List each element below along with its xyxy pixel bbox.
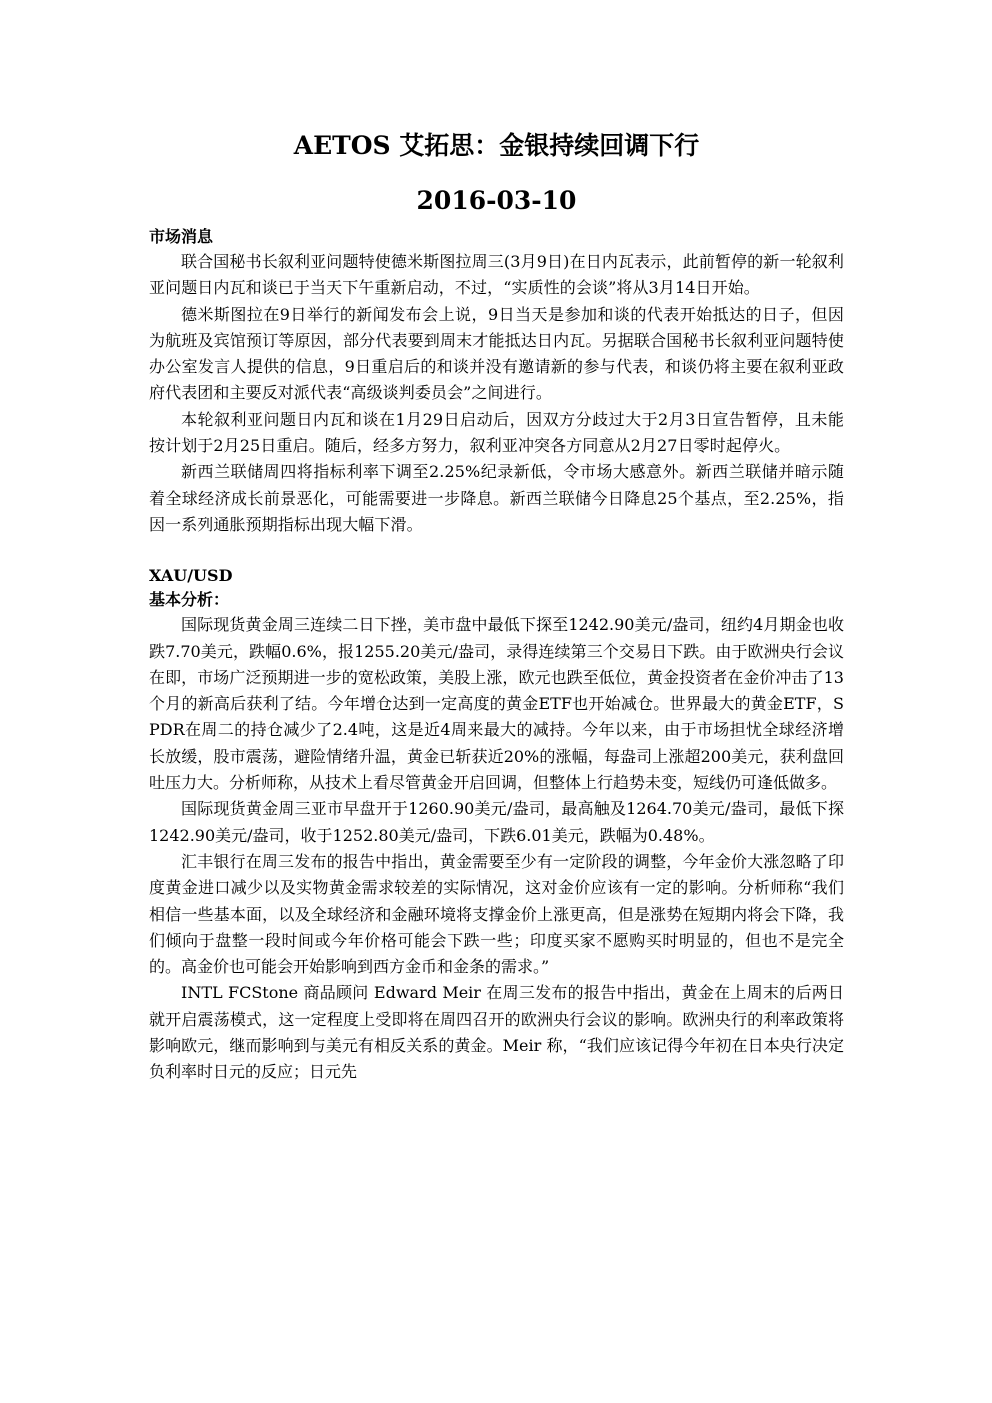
paragraph: 德米斯图拉在9日举行的新闻发布会上说，9日当天是参加和谈的代表开始抵达的日子，但因为航班及宾馆预订等原因，部分代表要到周末才能抵达日内瓦。另据联合国秘书长叙利亚问题特使办公室发言人提供的信息，9日重启后的和谈并没有邀请新的参与代表，和谈仍将主要在叙利亚政府代表团和主要反对派代表“高级谈判委员会”之间进行。 (149, 304, 844, 403)
document-title: AETOS 艾拓思：金银持续回调下行 (293, 131, 700, 160)
paragraph: 新西兰联储周四将指标利率下调至2.25%纪录新低，令市场大感意外。新西兰联储并暗示随着全球经济成长前景恶化，可能需要进一步降息。新西兰联储今日降息25个基点，至2.25%，指因一系列通胀预期指标出现大幅下滑。 (149, 462, 844, 534)
paragraph: INTL FCStone 商品顾问 Edward Meir 在周三发布的报告中指出，黄金在上周末的后两日就开启震荡模式，这一定程度上受即将在周四召开的欧洲央行会议的影响。欧洲央行的利率政策将影响欧元，继而影响到与美元有相反关系的黄金。Meir 称，“我们应该记得今年初在日本央行决定负利率时日元的反应；日元先 (149, 983, 844, 1082)
section-spacer (149, 538, 844, 564)
document-date: 2016-03-10 (416, 186, 577, 215)
instrument-symbol: XAU/USD (149, 566, 233, 586)
section-heading-market-news: 市场消息 (149, 227, 214, 246)
paragraph: 国际现货黄金周三连续二日下挫，美市盘中最低下探至1242.90美元/盎司，纽约4月期金也收跌7.70美元，跌幅0.6%，报1255.20美元/盎司，录得连续第三个交易日下跌。由于欧洲央行会议在即，市场广泛预期进一步的宽松政策，美股上涨，欧元也跌至低位，黄金投资者在金价冲击了13个月的新高后获利了结。今年增仓达到一定高度的黄金ETF也开始减仓。世界最大的黄金ETF，SPDR在周二的持仓减少了2.4吨，这是近4周来最大的减持。今年以来，由于市场担忧全球经济增长放缓，股市震荡，避险情绪升温，黄金已斩获近20%的涨幅，每盎司上涨超200美元，获利盘回吐压力大。分析师称，从技术上看尽管黄金开启回调，但整体上行趋势未变，短线仍可逢低做多。 (149, 615, 844, 793)
section-heading-fundamental-analysis: 基本分析： (149, 590, 230, 610)
paragraph: 联合国秘书长叙利亚问题特使德米斯图拉周三(3月9日)在日内瓦表示，此前暂停的新一轮叙利亚问题日内瓦和谈已于当天下午重新启动，不过，“实质性的会谈”将从3月14日开始。 (149, 252, 844, 298)
paragraph: 国际现货黄金周三亚市早盘开于1260.90美元/盎司，最高触及1264.70美元/盎司，最低下探1242.90美元/盎司，收于1252.80美元/盎司，下跌6.01美元，跌幅为0.48%。 (149, 799, 844, 845)
paragraph: 汇丰银行在周三发布的报告中指出，黄金需要至少有一定阶段的调整，今年金价大涨忽略了印度黄金进口减少以及实物黄金需求较差的实际情况，这对金价应该有一定的影响。分析师称“我们相信一些基本面，以及全球经济和金融环境将支撑金价上涨更高，但是涨势在短期内将会下降，我们倾向于盘整一段时间或今年价格可能会下跌一些；印度买家不愿购买时明显的，但也不是完全的。高金价也可能会开始影响到西方金币和金条的需求。” (149, 851, 844, 977)
document-body (149, 225, 844, 1086)
paragraph: 本轮叙利亚问题日内瓦和谈在1月29日启动后，因双方分歧过大于2月3日宣告暂停，且未能按计划于2月25日重启。随后，经多方努力，叙利亚冲突各方同意从2月27日零时起停火。 (149, 409, 844, 456)
